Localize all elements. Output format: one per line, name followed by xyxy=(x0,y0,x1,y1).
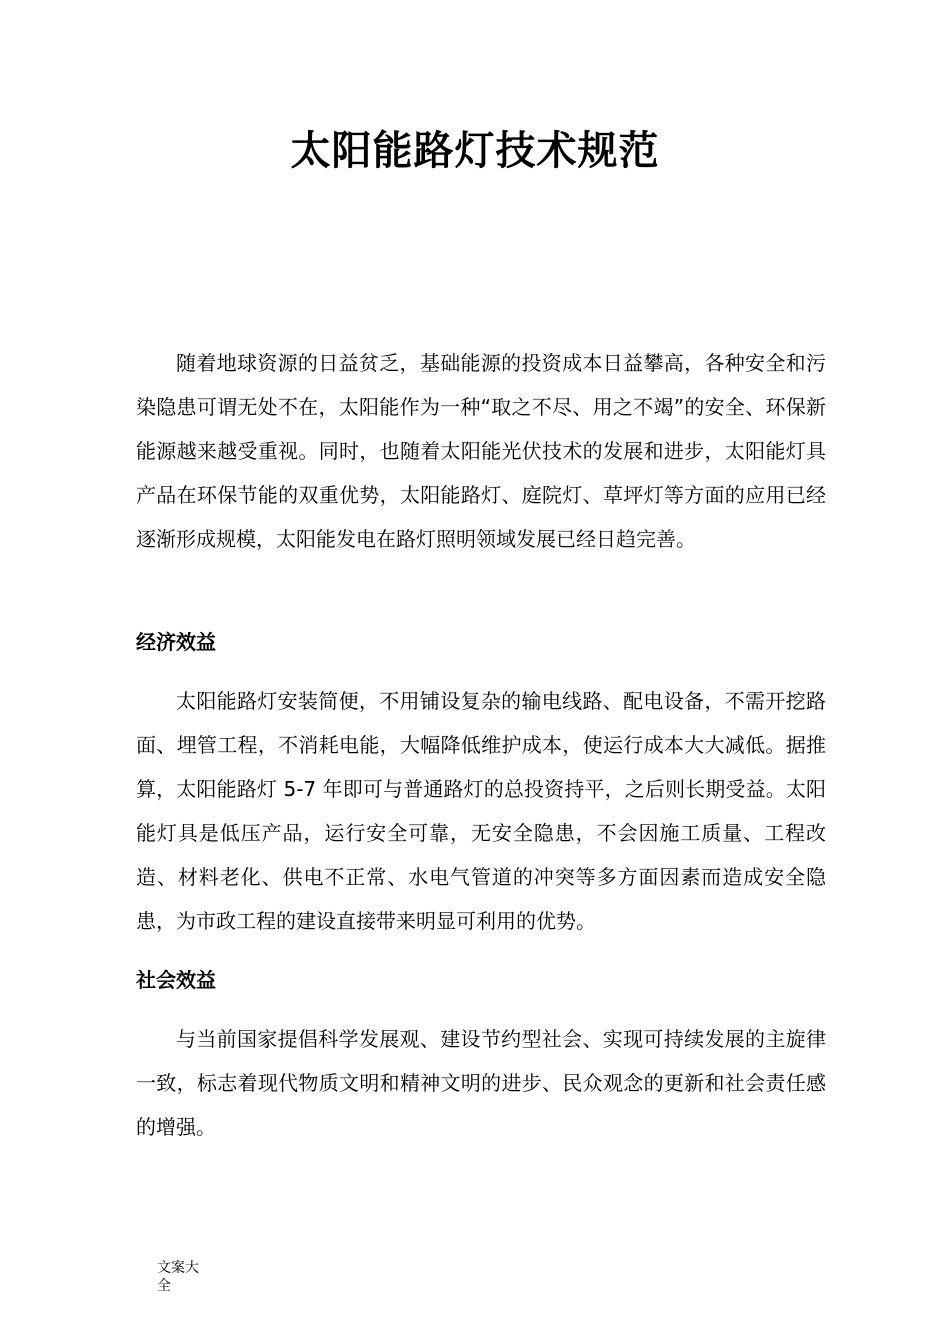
section-heading-social: 社会效益 xyxy=(136,968,216,992)
footer-text: 文案大全 xyxy=(157,1260,199,1294)
intro-paragraph: 随着地球资源的日益贫乏，基础能源的投资成本日益攀高，各种安全和污染隐患可谓无处不在，太阳能作为一种“取之不尽、用之不竭”的安全、环保新能源越来越受重视。同时，也随着太阳能光伏技术的发展和进步，太阳能灯具产品在环保节能的双重优势，太阳能路灯、庭院灯、草坪灯等方面的应用已经逐渐形成规模，太阳能发电在路灯照明领域发展已经日趋完善。 xyxy=(136,351,826,551)
section-paragraph-social: 与当前国家提倡科学发展观、建设节约型社会、实现可持续发展的主旋律一致，标志着现代物质文明和精神文明的进步、民众观念的更新和社会责任感的增强。 xyxy=(136,1027,826,1139)
section-heading-economic: 经济效益 xyxy=(136,630,216,654)
section-paragraph-economic: 太阳能路灯安装简便，不用铺设复杂的输电线路、配电设备，不需开挖路面、埋管工程，不消耗电能，大幅降低维护成本，使运行成本大大减低。据推算，太阳能路灯 5-7 年即可与普通路灯的总投资持平，之后则长期受益。太阳能灯具是低压产品，运行安全可靠，无安全隐患，不会因施工质量、工程改造、材料老化、供电不正常、水电气管道的冲突等多方面因素而造成安全隐患，为市政工程的建设直接带来明显可利用的优势。 xyxy=(136,689,826,933)
page-title: 太阳能路灯技术规范 xyxy=(290,127,660,174)
